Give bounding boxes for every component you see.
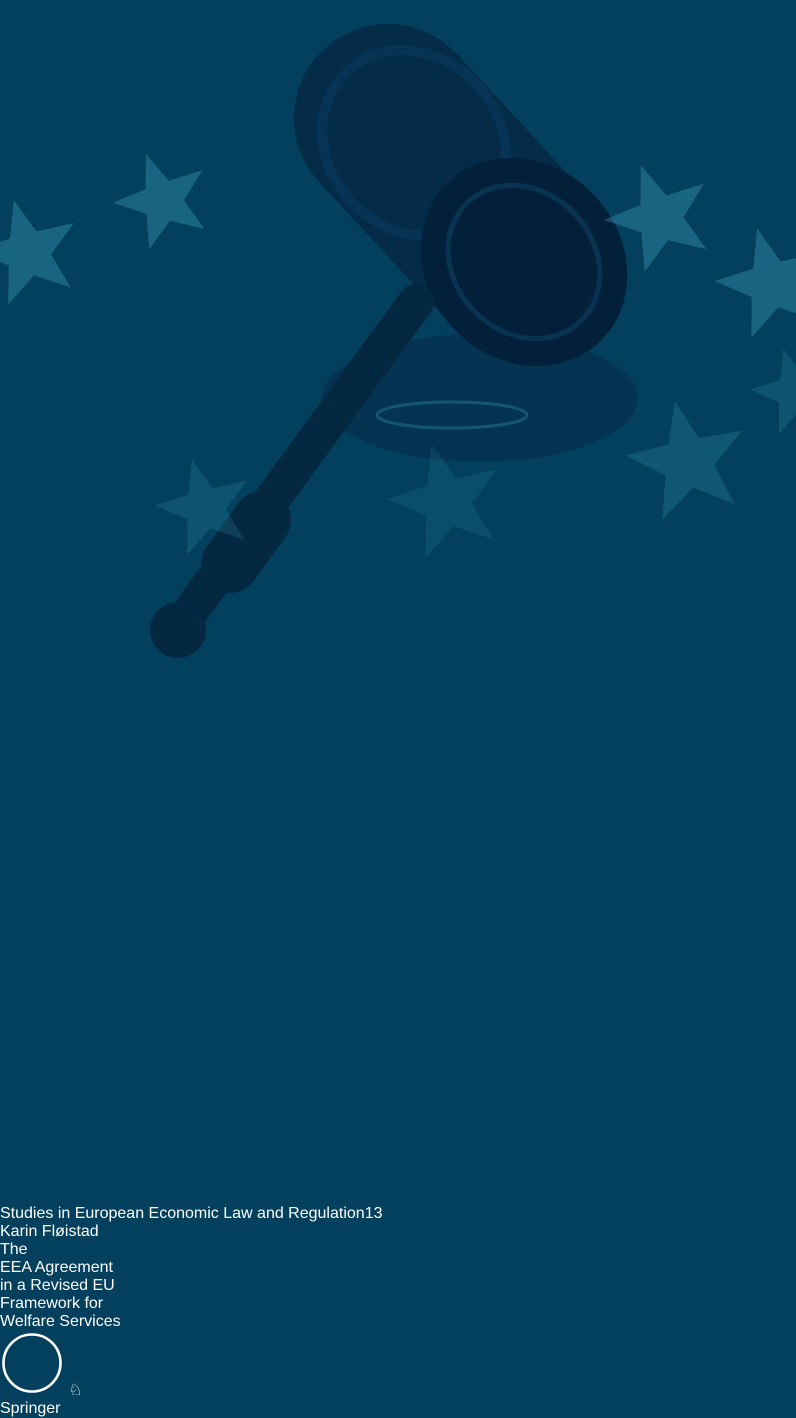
- author-name: Karin Fløistad: [0, 1223, 99, 1240]
- title-line: EEA Agreement: [0, 1259, 113, 1276]
- book-title: [0, 1241, 796, 1331]
- title-line: Welfare Services: [0, 1313, 121, 1330]
- series-title: [0, 1205, 796, 1223]
- knight-circle: [0, 1331, 64, 1395]
- series-volume: 13: [364, 1205, 383, 1222]
- title-line: The: [0, 1241, 28, 1258]
- title-line: Framework for: [0, 1295, 104, 1312]
- series-name: Studies in European Economic Law and Regulation: [0, 1205, 365, 1222]
- springer-knight-icon: ♘: [68, 1382, 83, 1399]
- publisher-logo: [0, 1331, 796, 1418]
- title-line: in a Revised EU: [0, 1277, 115, 1294]
- publisher-name: Springer: [0, 1400, 61, 1417]
